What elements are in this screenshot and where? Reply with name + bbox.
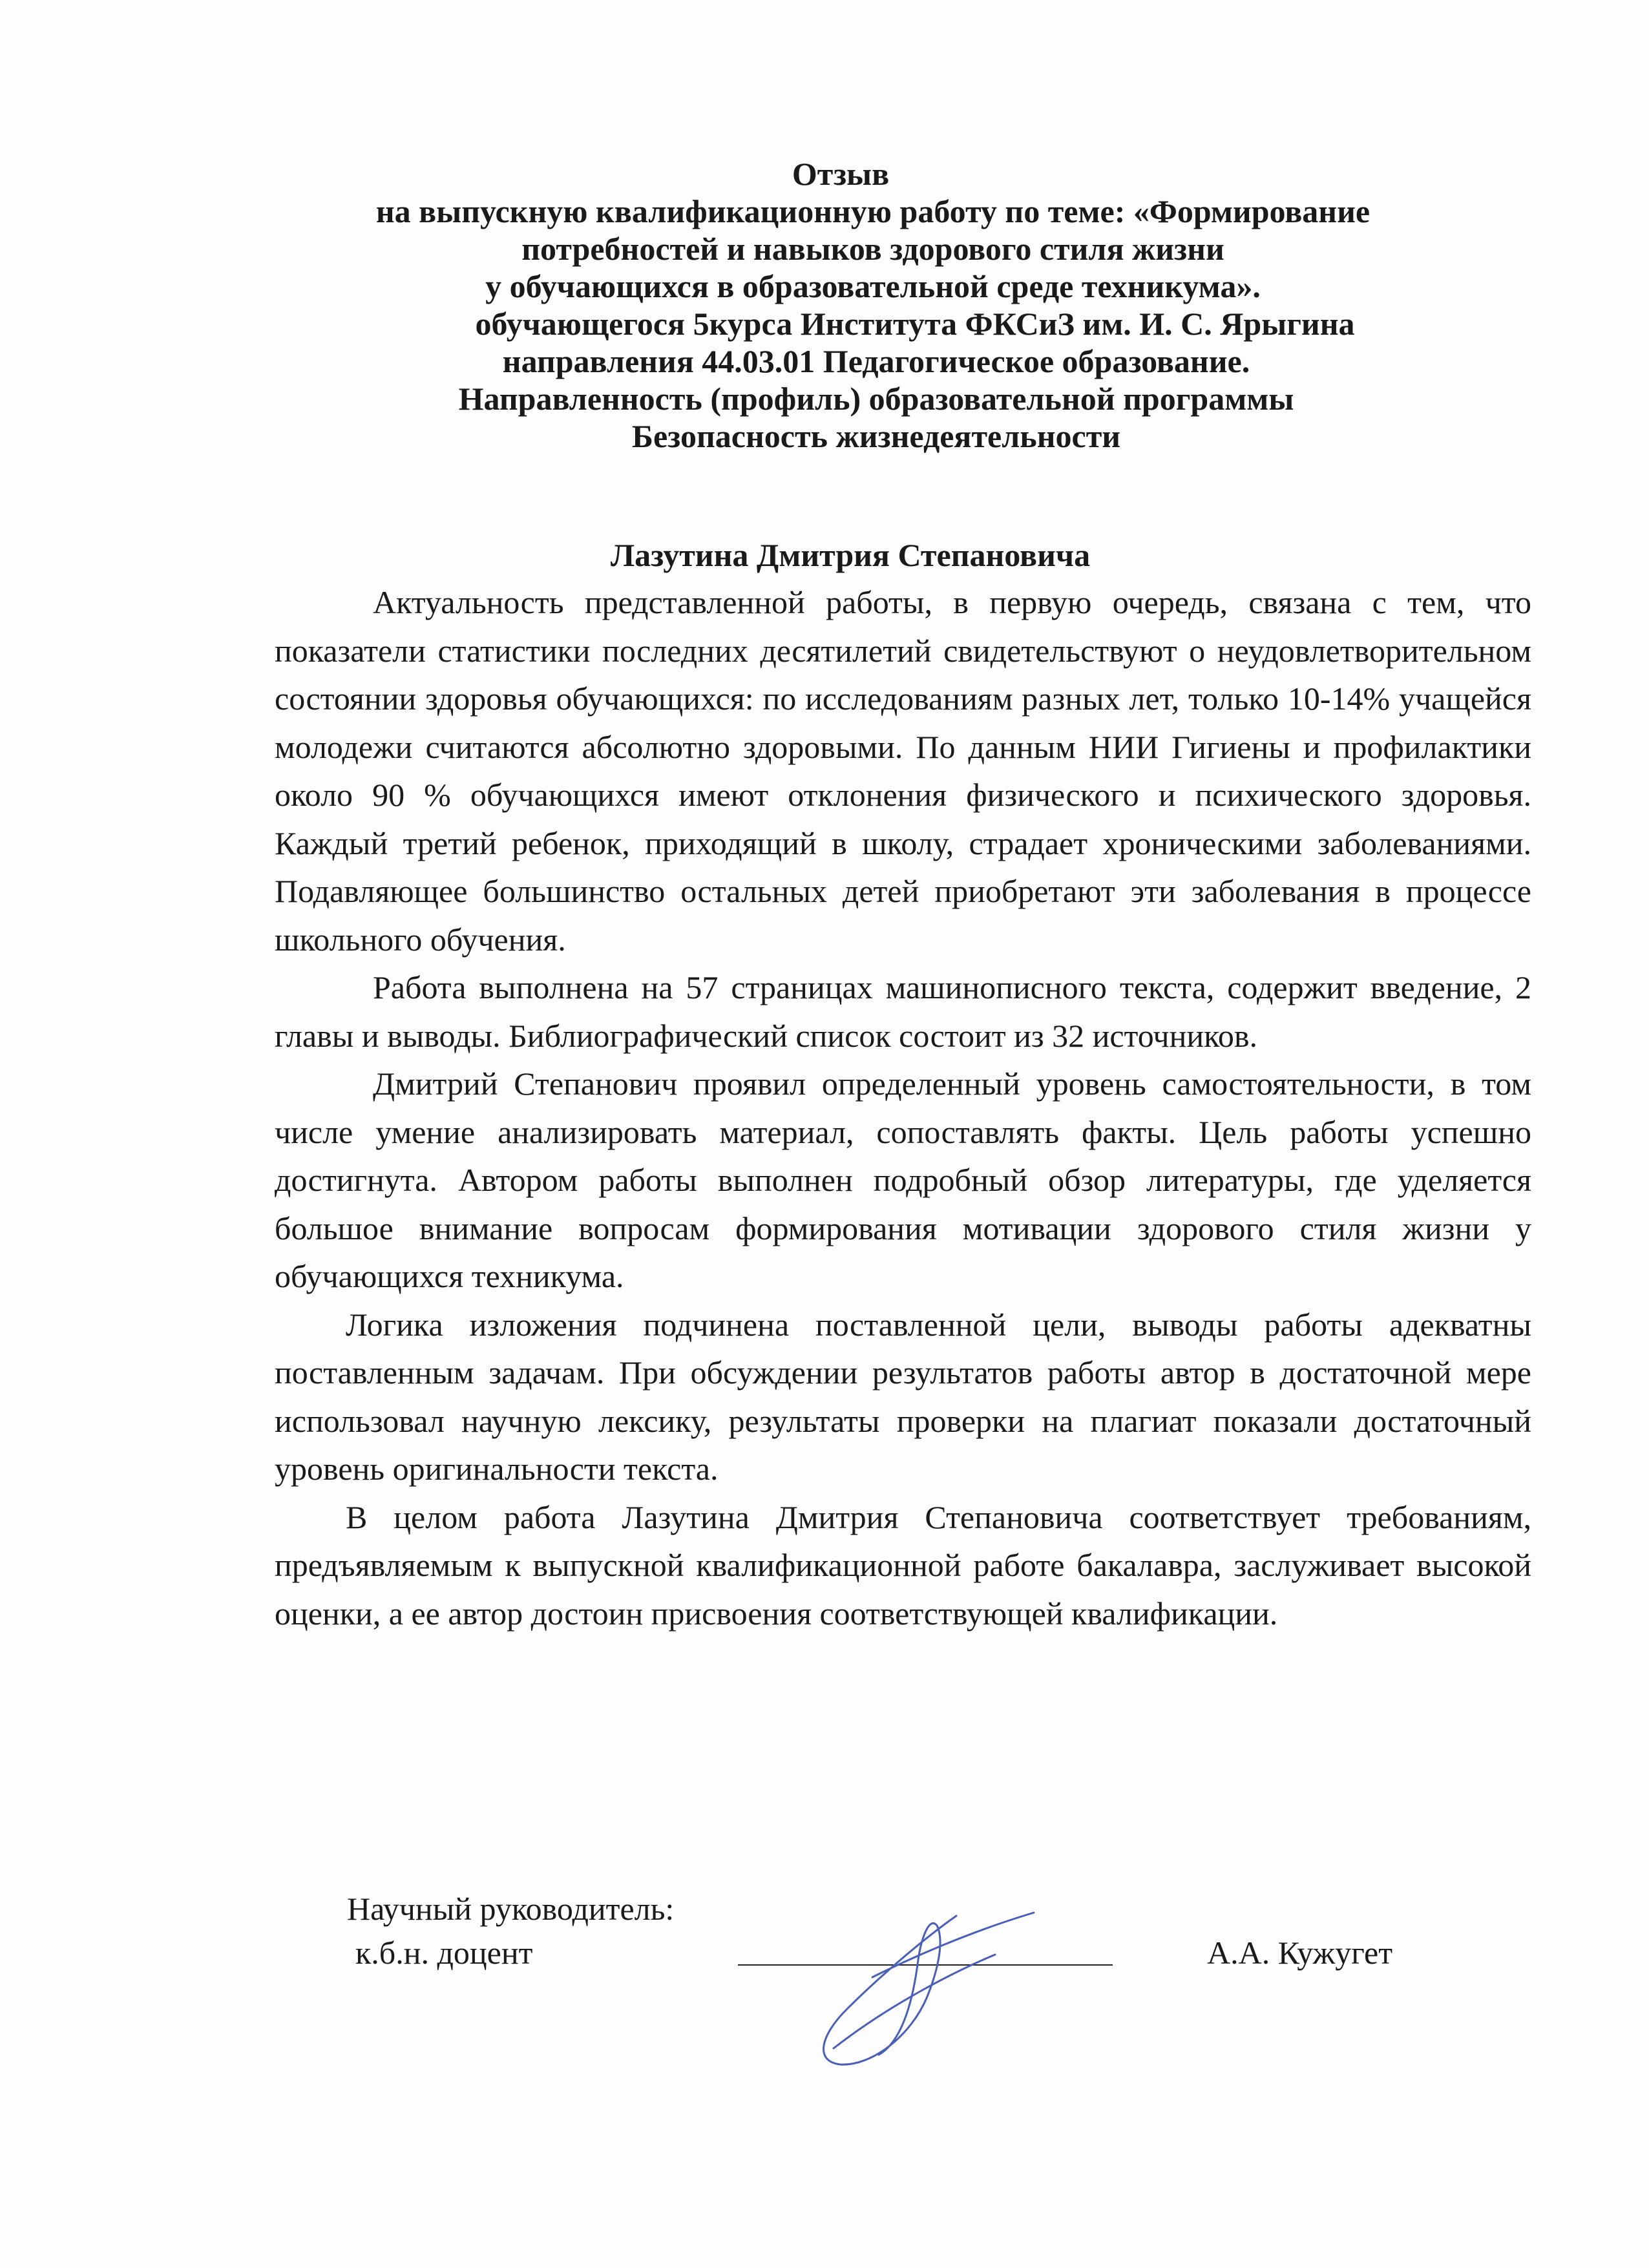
student-name: Лазутина Дмитрия Степановича xyxy=(610,537,1091,573)
heading-profile-name: Безопасность жизнедеятельности xyxy=(631,418,1121,454)
paragraph-logic: Логика изложения подчинена поставленной цели, выводы работы адекватны поставленным задачам. При обсуждении результатов работы автор в достаточной мере использовал научную лексику, результаты проверки на плагиат показали достаточный уровень оригинальности текста. xyxy=(275,1306,1531,1487)
paragraph-relevance: Актуальность представленной работы, в первую очередь, связана с тем, что показатели статистики последних десятилетий свидетельствуют о неудовлетворительном состоянии здоровья обучающихся: по исследованиям разных лет, только 10-14% учащейся молодежи считаются абсолютно здоровыми. По данным НИИ Гигиены и профилактики около 90 % обучающихся имеют отклонения физического и психического здоровья. Каждый третий ребенок, приходящий в школу, страдает хроническими заболеваниями. Подавляющее большинство остальных детей приобретают эти заболевания в процессе школьного обучения. xyxy=(275,584,1531,958)
supervisor-role: Научный руководитель: xyxy=(347,1891,675,1927)
heading-student-line: обучающегося 5курса Института ФКСиЗ им. И. С. Ярыгина xyxy=(475,306,1355,342)
paragraph-conclusion: В целом работа Лазутина Дмитрия Степановича соответствует требованиям, предъявляемым к выпускной квалификационной работе бакалавра, заслуживает высокой оценки, а ее автор достоин присвоения соответствующей квалификации. xyxy=(275,1498,1531,1632)
document-title: Отзыв xyxy=(792,156,890,192)
paragraph-independence: Дмитрий Степанович проявил определенный уровень самостоятельности, в том числе умение анализировать материал, сопоставлять факты. Цель работы успешно достигнута. Автором работы выполнен подробный обзор литературы, где уделяется большое внимание вопросам формирования мотивации здорового стиля жизни у обучающихся техникума. xyxy=(275,1066,1531,1294)
heading-direction-line: направления 44.03.01 Педагогическое образование. xyxy=(502,343,1250,379)
paragraph-structure: Работа выполнена на 57 страницах машинописного текста, содержит введение, 2 главы и выводы. Библиографический список состоит из 32 источников. xyxy=(275,969,1531,1054)
handwritten-signature xyxy=(762,1900,1073,2081)
supervisor-name: А.А. Кужугет xyxy=(1207,1935,1393,1971)
heading-topic-line-1: на выпускную квалификационную работу по теме: «Формирование xyxy=(375,193,1371,229)
heading-topic-line-3: у обучающихся в образовательной среде техникума». xyxy=(485,268,1261,304)
heading-profile-line: Направленность (профиль) образовательной программы xyxy=(458,381,1294,417)
heading-topic-line-2: потребностей и навыков здорового стиля жизни xyxy=(521,231,1224,267)
supervisor-rank: к.б.н. доцент xyxy=(355,1935,533,1971)
